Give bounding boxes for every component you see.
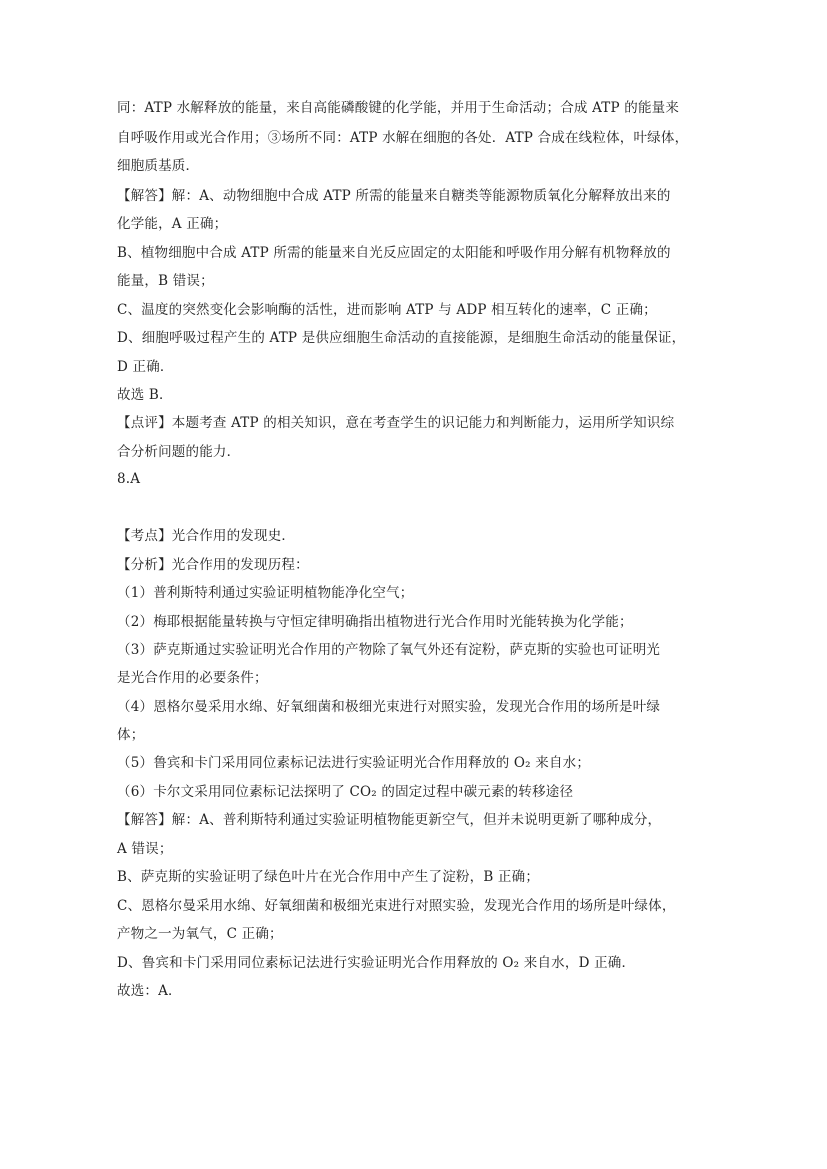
text-line: 【分析】光合作用的发现历程： bbox=[117, 557, 309, 573]
text-line: 自呼吸作用或光合作用；③场所不同：ATP 水解在细胞的各处．ATP 合成在线粒体，叶绿体， bbox=[117, 130, 689, 146]
text-line: 化学能，A 正确； bbox=[117, 216, 228, 232]
text-line: D、细胞呼吸过程产生的 ATP 是供应细胞生命活动的直接能源，是细胞生命活动的能量保证， bbox=[117, 330, 686, 346]
text-line: 故选：A． bbox=[117, 983, 182, 999]
text-line: （6）卡尔文采用同位素标记法探明了 CO₂ 的固定过程中碳元素的转移途径 bbox=[117, 784, 574, 800]
text-line: 体； bbox=[117, 727, 145, 743]
text-line: 【点评】本题考查 ATP 的相关知识，意在考查学生的识记能力和判断能力，运用所学知识综 bbox=[117, 415, 675, 431]
text-line: 【解答】解：A、动物细胞中合成 ATP 所需的能量来自糖类等能源物质氧化分解释放出来的 bbox=[117, 188, 671, 204]
text-line: B、萨克斯的实验证明了绿色叶片在光合作用中产生了淀粉，B 正确； bbox=[117, 869, 540, 885]
text-line: 【解答】解：A、普利斯特利通过实验证明植物能更新空气，但并未说明更新了哪种成分， bbox=[117, 812, 662, 828]
text-line: （2）梅耶根据能量转换与守恒定律明确指出植物进行光合作用时光能转换为化学能； bbox=[117, 614, 633, 630]
text-line: C、恩格尔曼采用水绵、好氧细菌和极细光束进行对照实验，发现光合作用的场所是叶绿体， bbox=[117, 898, 676, 914]
text-line: 产物之一为氧气，C 正确； bbox=[117, 926, 283, 942]
text-line: 同：ATP 水解释放的能量，来自高能磷酸键的化学能，并用于生命活动；合成 ATP 的能量来 bbox=[117, 100, 680, 116]
text-line: 细胞质基质． bbox=[117, 158, 200, 174]
text-line: A 错误； bbox=[117, 841, 173, 857]
text-line: D 正确． bbox=[117, 359, 174, 375]
text-line: B、植物细胞中合成 ATP 所需的能量来自光反应固定的太阳能和呼吸作用分解有机物释放的 bbox=[117, 245, 671, 261]
text-line: C、温度的突然变化会影响酶的活性，进而影响 ATP 与 ADP 相互转化的速率，C 正确； bbox=[117, 302, 657, 318]
text-line: （1）普利斯特利通过实验证明植物能净化空气； bbox=[117, 585, 414, 601]
text-line: （3）萨克斯通过实验证明光合作用的产物除了氧气外还有淀粉，萨克斯的实验也可证明光 bbox=[117, 642, 661, 658]
text-line: 故选 B． bbox=[117, 387, 173, 403]
text-line: 是光合作用的必要条件； bbox=[117, 670, 268, 686]
text-line: 能量，B 错误； bbox=[117, 273, 214, 289]
question-number: 8.A bbox=[117, 471, 141, 487]
text-line: 合分析问题的能力． bbox=[117, 444, 241, 460]
text-line: （4）恩格尔曼采用水绵、好氧细菌和极细光束进行对照实验，发现光合作用的场所是叶绿 bbox=[117, 699, 661, 715]
text-line: D、鲁宾和卡门采用同位素标记法进行实验证明光合作用释放的 O₂ 来自水，D 正确． bbox=[117, 955, 636, 971]
text-line: （5）鲁宾和卡门采用同位素标记法进行实验证明光合作用释放的 O₂ 来自水； bbox=[117, 755, 591, 771]
text-line: 【考点】光合作用的发现史． bbox=[117, 528, 296, 544]
